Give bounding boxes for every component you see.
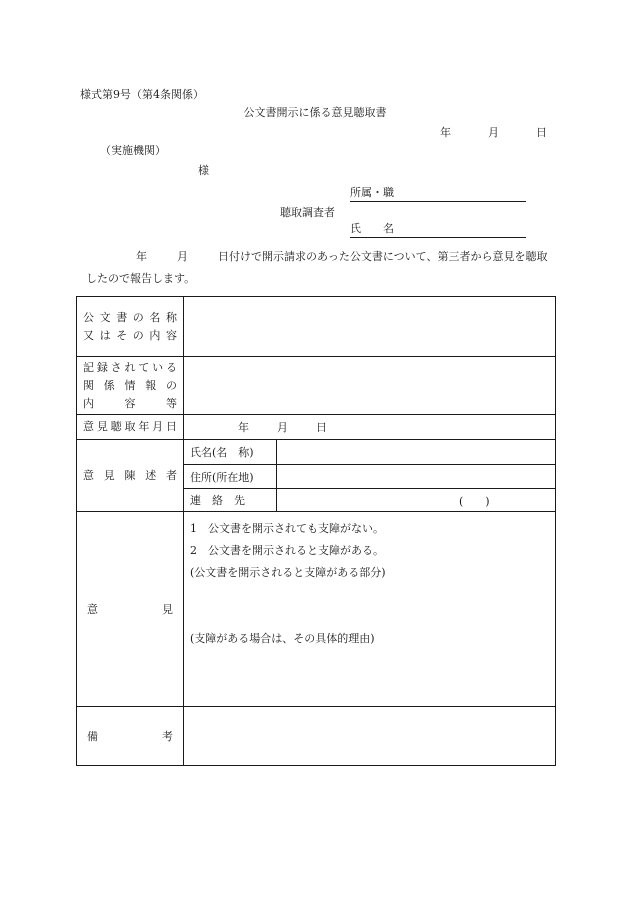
date-day: 日 xyxy=(536,126,547,139)
statement-name-label: 氏名(名 称) xyxy=(184,440,277,465)
date-month: 月 xyxy=(488,126,499,139)
doc-name-input[interactable] xyxy=(184,297,556,357)
statement-address-input[interactable] xyxy=(277,465,556,489)
opinion-label: 意 見 xyxy=(77,512,184,707)
statement-contact-label: 連 絡 先 xyxy=(184,489,277,512)
contact-parentheses: ( ) xyxy=(459,495,490,508)
recorded-info-input[interactable] xyxy=(184,357,556,415)
form-id: 様式第9号（第4条関係） xyxy=(80,88,204,101)
opinion-option-2: 2 公文書を開示されると支障がある。 xyxy=(190,544,384,557)
statement-name-input[interactable] xyxy=(277,440,556,465)
statement-label: 意見陳述者 xyxy=(77,440,184,512)
document-date xyxy=(440,124,547,140)
opinion-option-1: 1 公文書を開示されても支障がない。 xyxy=(190,522,384,535)
report-year: 年 xyxy=(136,250,147,263)
statement-address-label: 住所(所在地) xyxy=(184,465,277,489)
report-text: 日付けで開示請求のあった公文書について、第三者から意見を聴取したので報告します。 xyxy=(86,250,548,285)
doc-name-label: 公文書の名称 又はその内容 xyxy=(77,297,184,357)
document-title: 公文書開示に係る意見聴取書 xyxy=(243,106,387,119)
hearing-form-table xyxy=(76,296,556,766)
recorded-info-label: 記録されている 関係情報の 内容等 xyxy=(77,357,184,415)
agency-label: （実施機関） xyxy=(100,144,166,157)
opinion-part-note: (公文書を開示されると支障がある部分) xyxy=(190,566,386,579)
honorific: 様 xyxy=(198,164,209,177)
report-month: 月 xyxy=(177,250,188,263)
affiliation-field[interactable] xyxy=(350,184,526,202)
report-sentence xyxy=(86,246,556,290)
date-year: 年 xyxy=(440,126,451,139)
name-label-first: 氏 xyxy=(350,222,361,235)
opinion-input[interactable] xyxy=(184,512,556,707)
name-label-second: 名 xyxy=(383,222,394,235)
remarks-label: 備 考 xyxy=(77,707,184,766)
opinion-reason-note: (支障がある場合は、その具体的理由) xyxy=(190,632,375,645)
hearer-label: 聴取調査者 xyxy=(280,206,335,219)
hearing-date-label: 意見聴取年月日 xyxy=(77,415,184,440)
statement-contact-input[interactable] xyxy=(277,489,556,512)
hearer-name-field[interactable] xyxy=(350,220,526,238)
affiliation-label: 所属・職 xyxy=(350,186,394,199)
remarks-input[interactable] xyxy=(184,707,556,766)
hearing-date-input[interactable]: 年 月 日 xyxy=(184,415,556,440)
